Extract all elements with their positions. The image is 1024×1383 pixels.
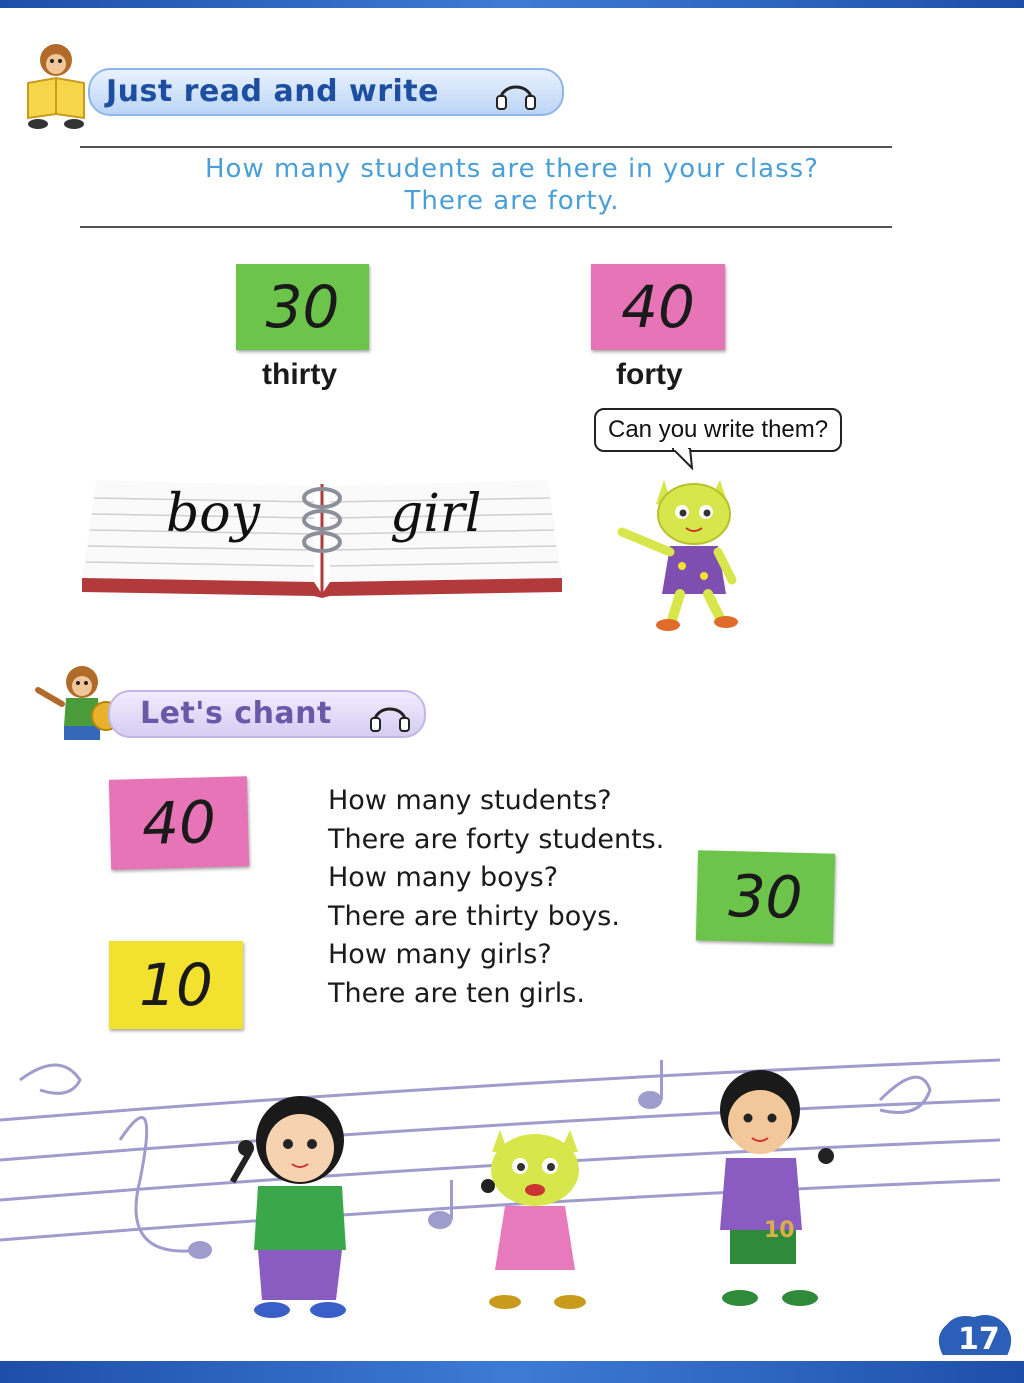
chant-card-thirty: 30 — [696, 850, 835, 944]
notebook-word-boy: boy — [166, 484, 260, 544]
divider-top — [80, 146, 892, 148]
notebook-word-girl: girl — [390, 484, 482, 544]
chant-lines — [328, 782, 664, 1013]
section-title-chant: Let's chant — [140, 696, 332, 731]
headphones-icon[interactable] — [494, 76, 538, 115]
headphones-icon[interactable] — [368, 698, 412, 737]
chant-line: How many girls? — [328, 939, 552, 970]
chant-line: How many boys? — [328, 862, 559, 893]
shirt-number: 10 — [764, 1218, 795, 1243]
chant-line: How many students? — [328, 785, 612, 816]
chant-line: There are thirty boys. — [328, 900, 620, 932]
section-banner-read-write — [88, 68, 564, 116]
number-card-thirty: 30 — [236, 264, 369, 350]
speech-bubble: Can you write them? — [594, 408, 842, 452]
page-number-badge — [932, 1310, 1018, 1362]
page-number: 17 — [958, 1322, 1000, 1357]
chant-line: There are ten girls. — [328, 977, 585, 1009]
word-thirty: thirty — [262, 358, 337, 391]
speech-bubble-tail — [672, 448, 696, 470]
number-card-forty: 40 — [591, 264, 725, 350]
section-title: Just read and write — [106, 74, 439, 109]
cat-singer — [481, 1130, 586, 1309]
notebook — [82, 470, 562, 598]
bottom-border — [0, 1361, 1024, 1383]
chant-card-ten: 10 — [109, 941, 243, 1029]
singing-scene — [0, 1040, 1024, 1340]
top-border — [0, 0, 1024, 8]
girl-singer — [230, 1096, 346, 1318]
chant-line: There are forty students. — [328, 823, 665, 855]
cat-character — [612, 470, 762, 635]
dialog-question: How many students are there in your class? — [205, 154, 819, 184]
dialog-answer: There are forty. — [404, 186, 620, 216]
monkey-reading-icon — [18, 38, 98, 133]
divider-bottom — [80, 226, 892, 228]
chant-card-forty: 40 — [109, 776, 249, 870]
word-forty: forty — [616, 358, 683, 391]
section-banner-chant — [108, 690, 426, 738]
